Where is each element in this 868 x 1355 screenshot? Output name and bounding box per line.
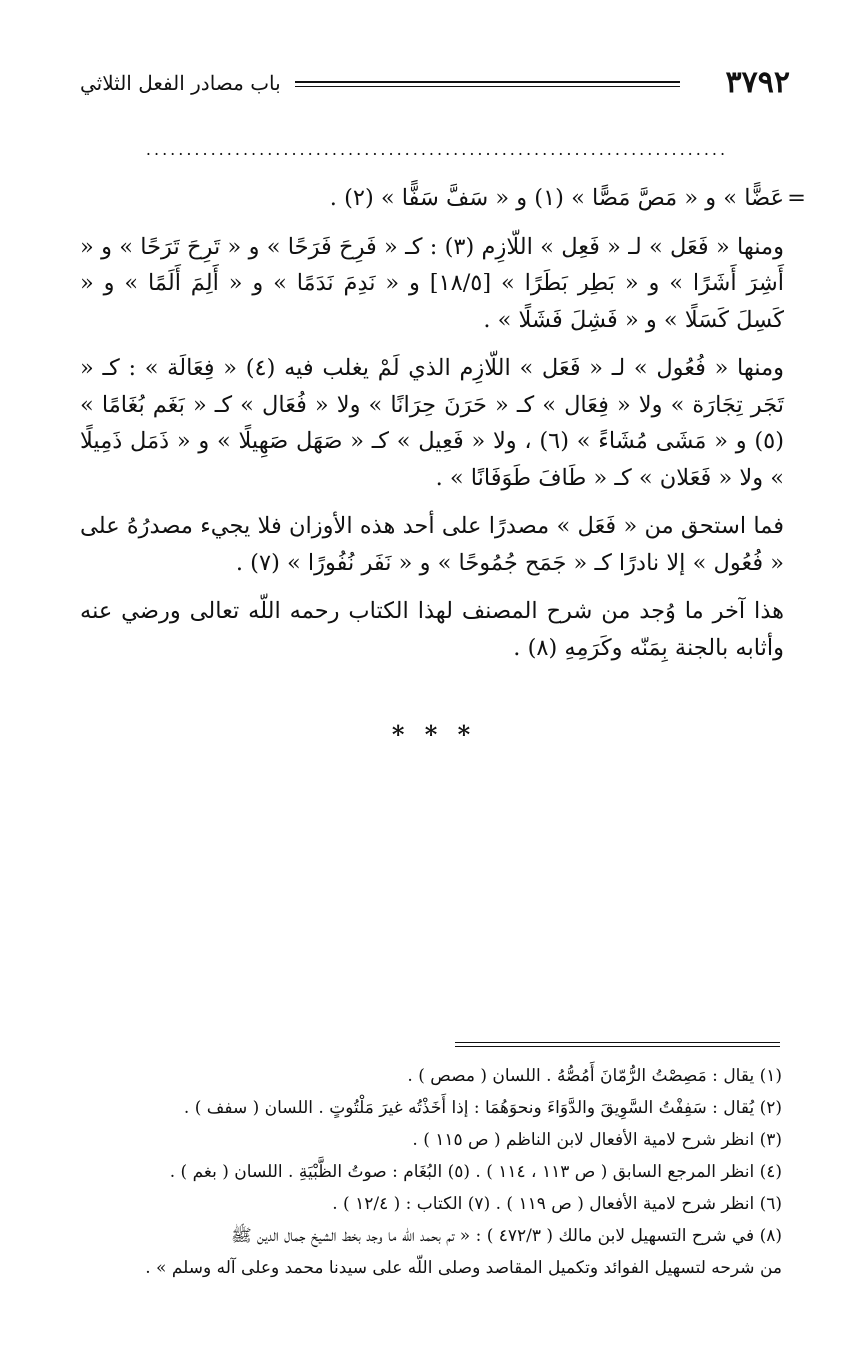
footnote-8: (٨) في شرح التسهيل لابن مالك ( ٤٧٢/٣ ) : « تم بحمد اللّه ما وجد بخط الشيخ جمال الدين ﷺ <box>231 1226 782 1246</box>
footnotes <box>72 1060 782 1284</box>
dotted-separator: ........................................................................ <box>145 140 729 159</box>
running-header <box>80 62 790 104</box>
continuation-mark: = <box>787 185 806 211</box>
section-end-stars: * * * <box>391 720 477 749</box>
paragraph-2: ومنها « فَعَل » لـ « فَعِل » اللّازِم (٣) : كـ « فَرِحَ فَرَحًا » و « تَرِحَ تَرَحًا » و « أَشِرَ أَشَرًا » و « بَطِر بَطَرًا » [١٨/٥] و « نَدِمَ نَدَمًا » و « أَلِمَ أَلَمًا » و « كَسِلَ كَسَلًا » و « فَشِلَ فَشَلًا » . <box>80 233 784 333</box>
header-rule <box>295 81 680 87</box>
footnote-6-7: (٦) انظر شرح لامية الأفعال ( ص ١١٩ ) . (٧) الكتاب : ( ١٢/٤ ) . <box>332 1194 782 1214</box>
paragraph-1-text: عَضًّا » و « مَصَّ مَصًّا » (١) و « سَفَّ سَفًّا » (٢) . <box>329 185 784 211</box>
paragraph-5: هذا آخر ما وُجد من شرح المصنف لهذا الكتاب رحمه اللّه تعالى ورضي عنه وأثابه بالجنة بِمَنّه وكَرَمِهِ (٨) . <box>80 598 784 661</box>
footnote-rule <box>455 1042 780 1047</box>
paragraph-1 <box>80 180 806 217</box>
footnote-3: (٣) انظر شرح لامية الأفعال لابن الناظم ( ص ١١٥ ) . <box>412 1130 782 1150</box>
chapter-title: باب مصادر الفعل الثلاثي <box>80 71 281 95</box>
paragraph-4: فما استحق من « فَعَل » مصدرًا على أحد هذه الأوزان فلا يجيء مصدرُهُ على « فُعُول » إلا نادرًا كـ « جَمَح جُمُوحًا » و « نَفَر نُفُورًا » (٧) . <box>80 513 784 576</box>
footnote-1: (١) يقال : مَصِصْتُ الرُّمّانَ أَمُصُّهُ . اللسان ( مصص ) . <box>407 1066 782 1086</box>
paragraph-3: ومنها « فُعُول » لـ « فَعَل » اللّازِم الذي لَمْ يغلب فيه (٤) « فِعَالَة » : كـ « تَجَر تِجَارَة » ولا « فِعَال » كـ « حَرَنَ حِرَانًا » ولا « فُعَال » كـ « بَغَم بُغَامًا » (٥) و « مَشَى مُشَاءً » (٦) ، ولا « فَعِيل » كـ « صَهَل صَهِيلًا » و « ذَمَل ذَمِيلًا » ولا « فَعَلان » كـ « طَافَ طَوَفَانًا » . <box>80 355 784 491</box>
main-text <box>80 180 806 678</box>
footnote-4-5: (٤) انظر المرجع السابق ( ص ١١٣ ، ١١٤ ) . (٥) البُغَام : صوتُ الظَّبْيَةِ . اللسان ( بغم ) . <box>169 1162 782 1182</box>
footnote-8-continued: من شرحه لتسهيل الفوائد وتكميل المقاصد وصلى اللّه على سيدنا محمد وعلى آله وسلم » . <box>145 1258 782 1278</box>
footnote-2: (٢) يُقال : سَفِفْتُ السَّوِيقَ والدَّوَاءَ ونحوَهُمَا : إذا أَخَذْتُه غيرَ مَلْتُوتٍ . اللسان ( سفف ) . <box>183 1098 782 1118</box>
page-number: ٣٧٩٢ <box>725 65 790 100</box>
